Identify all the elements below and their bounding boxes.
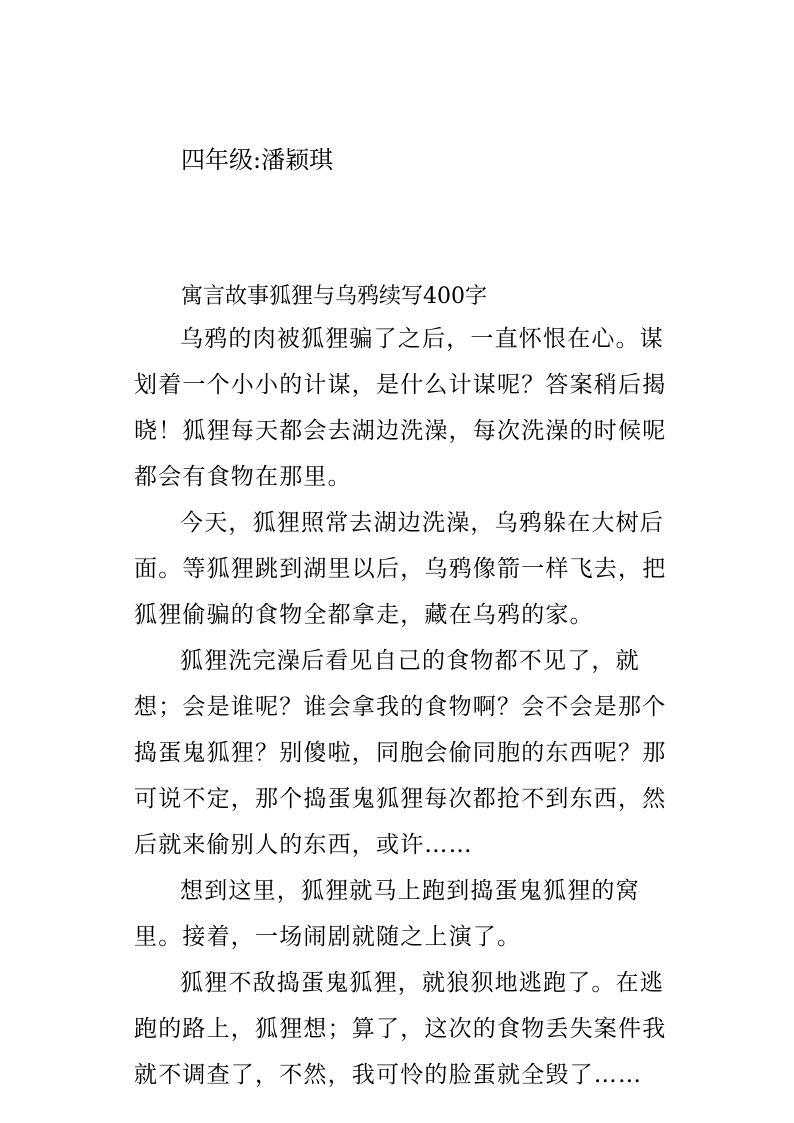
document-title: 寓言故事狐狸与乌鸦续写400字: [181, 284, 487, 309]
paragraph: 乌鸦的肉被狐狸骗了之后，一直怀恨在心。谋划着一个小小的计谋，是什么计谋呢？答案稍后揭晓！狐狸每天都会去湖边洗澡，每次洗澡的时候呢都会有食物在那里。: [134, 326, 667, 490]
paragraph: 想到这里，狐狸就马上跑到捣蛋鬼狐狸的窝里。接着，一场闹剧就随之上演了。: [134, 878, 640, 950]
story-body: [134, 316, 674, 1098]
paragraph: 今天，狐狸照常去湖边洗澡，乌鸦躲在大树后面。等狐狸跳到湖里以后，乌鸦像箭一样飞去，把狐狸偷骗的食物全都拿走，藏在乌鸦的家。: [134, 510, 667, 628]
author-line: 四年级:潘颖琪: [181, 146, 334, 174]
paragraph: 狐狸不敌捣蛋鬼狐狸，就狼狈地逃跑了。在逃跑的路上，狐狸想；算了，这次的食物丢失案件我就不调查了，不然，我可怜的脸蛋就全毁了……: [134, 970, 667, 1088]
paragraph: 狐狸洗完澡后看见自己的食物都不见了，就想；会是谁呢？谁会拿我的食物啊？会不会是那个捣蛋鬼狐狸？别傻啦，同胞会偷同胞的东西呢？那可说不定，那个捣蛋鬼狐狸每次都抢不到东西，然后就来偷别人的东西，或许……: [134, 648, 667, 858]
